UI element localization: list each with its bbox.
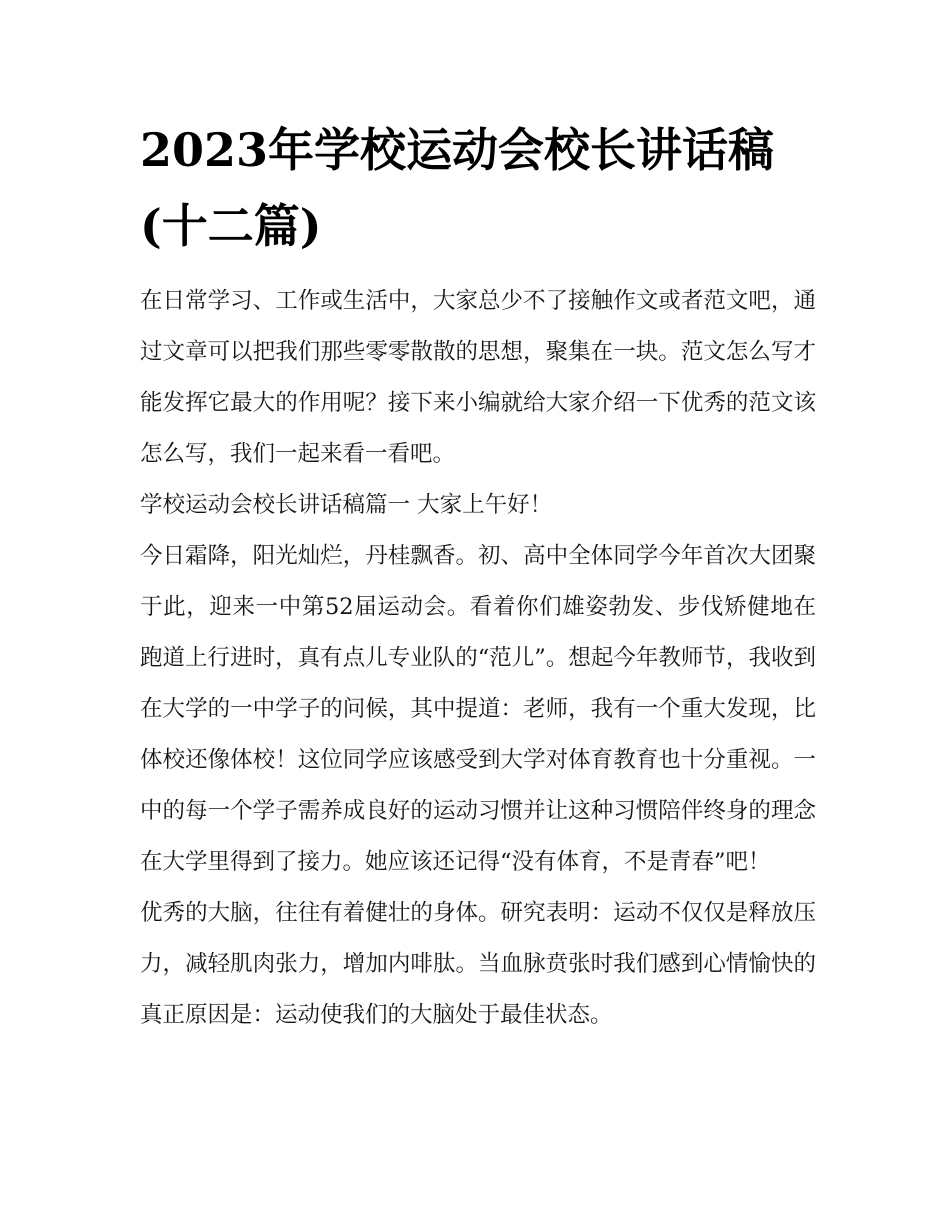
paragraph-speech-1: 今日霜降，阳光灿烂，丹桂飘香。初、高中全体同学今年首次大团聚于此，迎来一中第52届运动会。看着你们雄姿勃发、步伐矫健地在跑道上行进时，真有点儿专业队的“范儿”。想起今年教师节，我收到在大学的一中学子的问候，其中提道：老师，我有一个重大发现，比体校还像体校！这位同学应该感受到大学对体育教育也十分重视。一中的每一个学子需养成良好的运动习惯并让这种习惯陪伴终身的理念在大学里得到了接力。她应该还记得“没有体育，不是青春”吧！ — [140, 543, 816, 875]
paragraph-speech-2: 优秀的大脑，往往有着健壮的身体。研究表明：运动不仅仅是释放压力，减轻肌肉张力，增加内啡肽。当血脉贲张时我们感到心情愉快的真正原因是：运动使我们的大脑处于最佳状态。 — [140, 900, 816, 1028]
document-body — [140, 276, 816, 1041]
paragraph-intro: 在日常学习、工作或生活中，大家总少不了接触作文或者范文吧，通过文章可以把我们那些零零散散的思想，聚集在一块。范文怎么写才能发挥它最大的作用呢？接下来小编就给大家介绍一下优秀的范文该怎么写，我们一起来看一看吧。 — [140, 288, 816, 467]
document-title: 2023年学校运动会校长讲话稿(十二篇) — [140, 123, 775, 253]
paragraph-section-heading: 学校运动会校长讲话稿篇一 大家上午好！ — [140, 492, 553, 518]
